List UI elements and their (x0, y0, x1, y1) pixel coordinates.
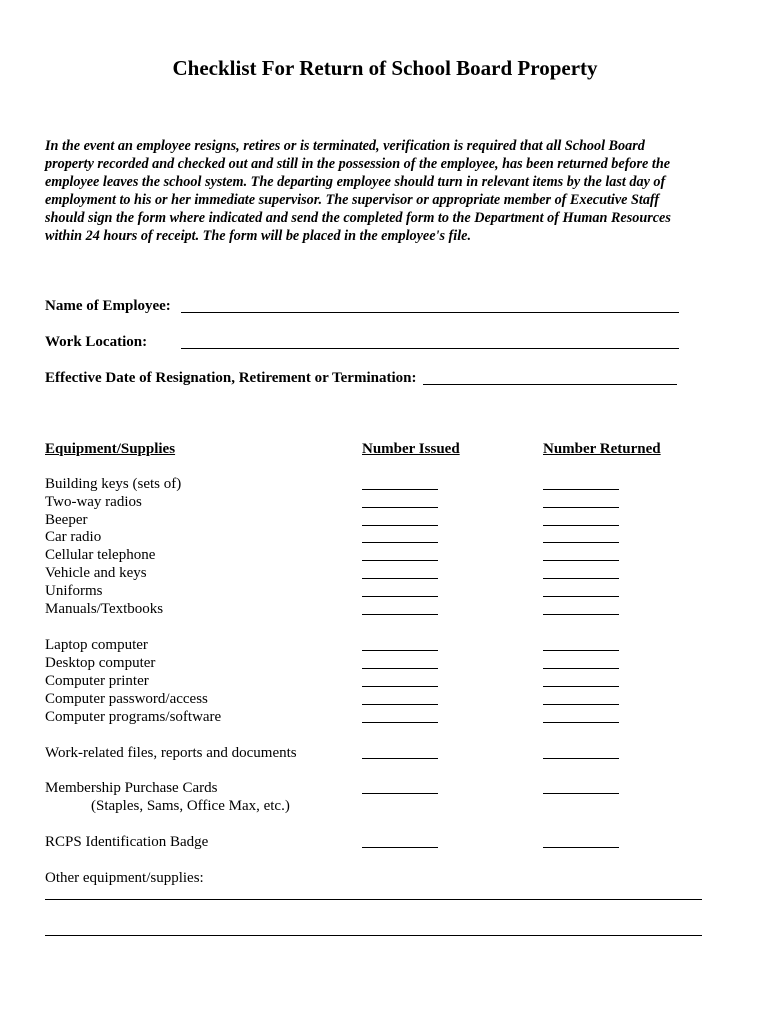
other-equipment-line-2[interactable] (45, 935, 702, 936)
issued-blank-membership-cards[interactable] (362, 793, 438, 794)
returned-blank-computer-password[interactable] (543, 704, 619, 705)
item-rcps-badge: RCPS Identification Badge (45, 834, 209, 850)
number-returned-column-header: Number Returned (543, 441, 661, 457)
issued-blank-manuals-textbooks[interactable] (362, 614, 438, 615)
intro-paragraph: In the event an employee resigns, retires or is terminated, verification is required that all School Board property recorded and checked out and still in the possession of the employee, has been returned before the employee leaves the school system. The departing employee should turn in relevant items by the last day of employment to his or her immediate supervisor. The supervisor or appropriate member of Executive Staff should sign the form where indicated and send the completed form to the Department of Human Resources within 24 hours of receipt. The form will be placed in the employee's file. (45, 138, 671, 244)
item-building-keys: Building keys (sets of) (45, 476, 182, 492)
page-title: Checklist For Return of School Board Property (172, 56, 598, 80)
work-location-field[interactable] (181, 348, 679, 349)
item-cellular-telephone: Cellular telephone (45, 547, 156, 563)
issued-blank-beeper[interactable] (362, 525, 438, 526)
issued-blank-car-radio[interactable] (362, 542, 438, 543)
returned-blank-manuals-textbooks[interactable] (543, 614, 619, 615)
effective-date-field[interactable] (423, 384, 677, 385)
returned-blank-building-keys[interactable] (543, 489, 619, 490)
returned-blank-car-radio[interactable] (543, 542, 619, 543)
item-manuals-textbooks: Manuals/Textbooks (45, 601, 164, 617)
returned-blank-computer-printer[interactable] (543, 686, 619, 687)
returned-blank-work-related-files[interactable] (543, 758, 619, 759)
item-car-radio: Car radio (45, 529, 102, 545)
employee-name-field[interactable] (181, 312, 679, 313)
issued-blank-computer-printer[interactable] (362, 686, 438, 687)
returned-blank-uniforms[interactable] (543, 596, 619, 597)
item-computer-password: Computer password/access (45, 691, 208, 707)
returned-blank-vehicle-keys[interactable] (543, 578, 619, 579)
issued-blank-work-related-files[interactable] (362, 758, 438, 759)
item-membership-purchase-cards: Membership Purchase Cards (45, 780, 218, 796)
returned-blank-desktop-computer[interactable] (543, 668, 619, 669)
returned-blank-cellular-telephone[interactable] (543, 560, 619, 561)
returned-blank-beeper[interactable] (543, 525, 619, 526)
item-computer-programs: Computer programs/software (45, 709, 222, 725)
issued-blank-uniforms[interactable] (362, 596, 438, 597)
item-laptop-computer: Laptop computer (45, 637, 148, 653)
other-equipment-line-1[interactable] (45, 899, 702, 900)
item-two-way-radios: Two-way radios (45, 494, 142, 510)
returned-blank-computer-programs[interactable] (543, 722, 619, 723)
issued-blank-rcps-badge[interactable] (362, 847, 438, 848)
issued-blank-computer-programs[interactable] (362, 722, 438, 723)
item-vehicle-keys: Vehicle and keys (45, 565, 147, 581)
item-uniforms: Uniforms (45, 583, 103, 599)
issued-blank-laptop-computer[interactable] (362, 650, 438, 651)
returned-blank-rcps-badge[interactable] (543, 847, 619, 848)
item-desktop-computer: Desktop computer (45, 655, 156, 671)
employee-name-label: Name of Employee: (45, 298, 171, 314)
issued-blank-two-way-radios[interactable] (362, 507, 438, 508)
item-work-related-files: Work-related files, reports and documents (45, 745, 297, 761)
item-membership-cards-note: (Staples, Sams, Office Max, etc.) (91, 798, 290, 814)
issued-blank-building-keys[interactable] (362, 489, 438, 490)
item-computer-printer: Computer printer (45, 673, 149, 689)
issued-blank-cellular-telephone[interactable] (362, 560, 438, 561)
returned-blank-two-way-radios[interactable] (543, 507, 619, 508)
work-location-label: Work Location: (45, 334, 148, 350)
item-beeper: Beeper (45, 512, 88, 528)
issued-blank-computer-password[interactable] (362, 704, 438, 705)
issued-blank-vehicle-keys[interactable] (362, 578, 438, 579)
equipment-column-header: Equipment/Supplies (45, 441, 176, 457)
number-issued-column-header: Number Issued (362, 441, 460, 457)
other-equipment-label: Other equipment/supplies: (45, 870, 204, 886)
returned-blank-membership-cards[interactable] (543, 793, 619, 794)
returned-blank-laptop-computer[interactable] (543, 650, 619, 651)
effective-date-label: Effective Date of Resignation, Retirement or Termination: (45, 370, 417, 386)
issued-blank-desktop-computer[interactable] (362, 668, 438, 669)
